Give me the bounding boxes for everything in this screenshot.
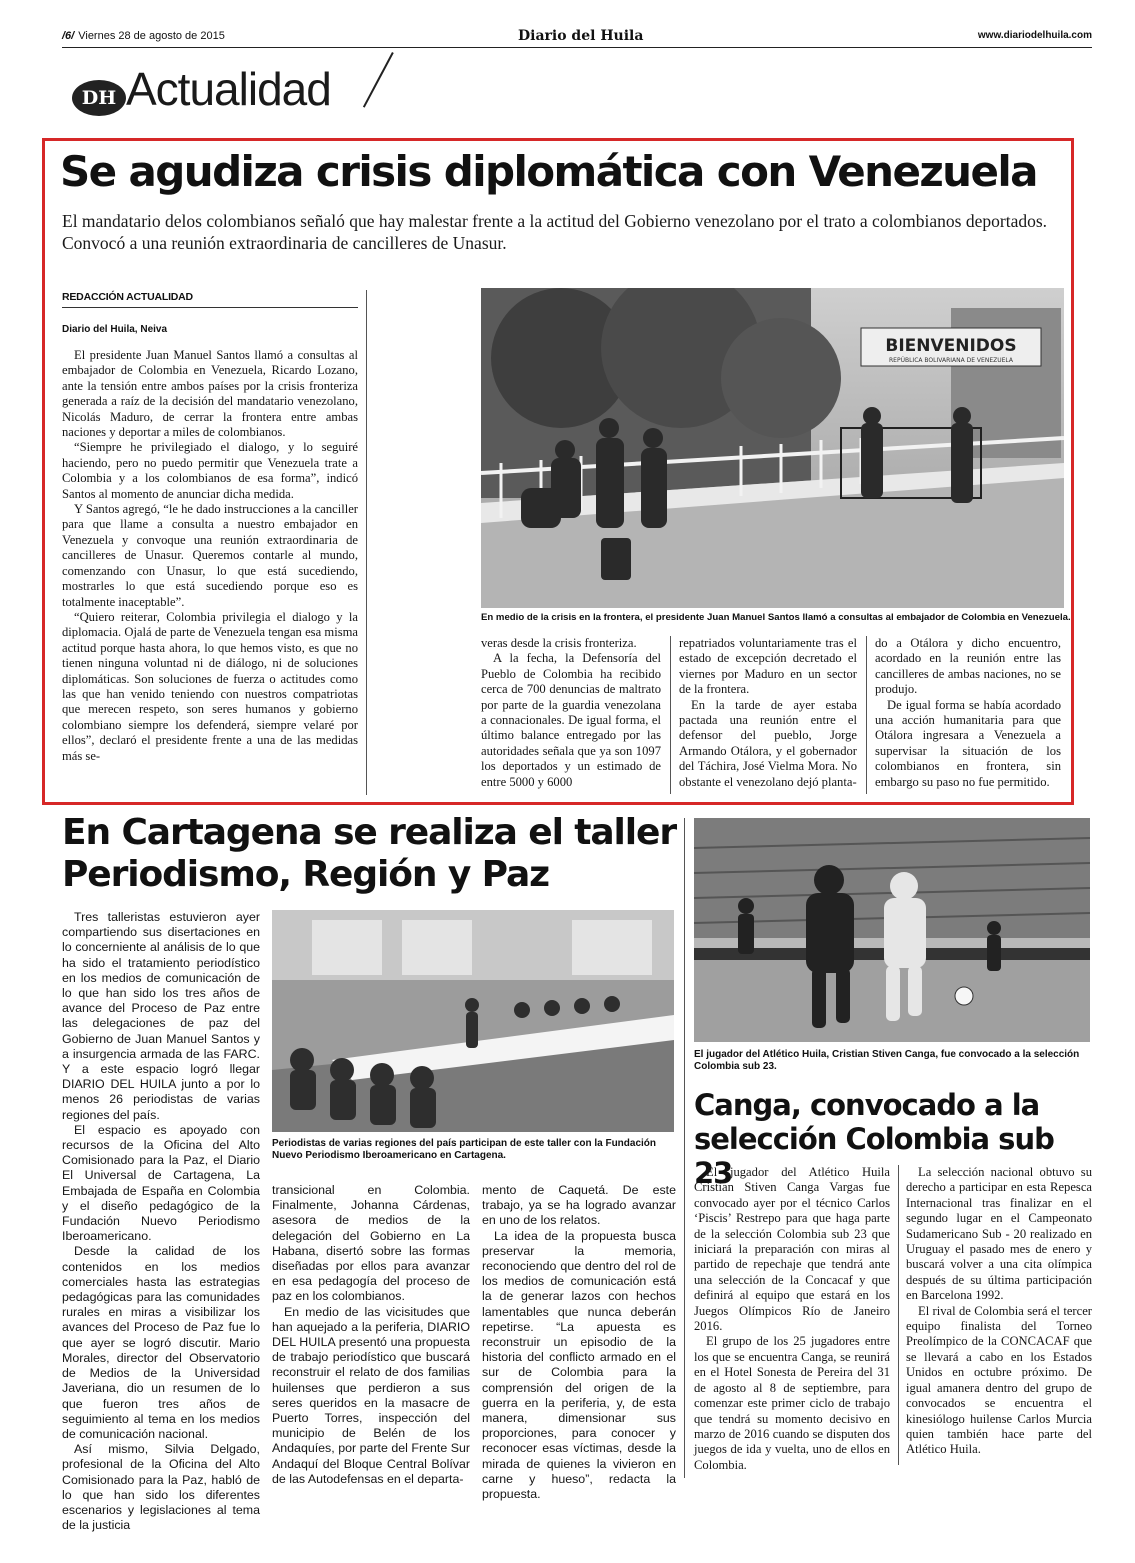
- page-info: [62, 30, 225, 42]
- story2-column-3: [482, 1183, 676, 1502]
- story1-byline: REDACCIÓN ACTUALIDAD: [62, 291, 358, 308]
- workshop-photo: [272, 910, 674, 1132]
- paragraph: Así mismo, Silvia Delgado, profesional de la Oficina del Alto Comisionado para la Paz, habló de lo que han sido los diferentes escenarios y legislaciones al tema de la justicia: [62, 1442, 260, 1533]
- story2-column-2: [272, 1183, 470, 1487]
- border-photo-illustration: [481, 288, 1064, 608]
- story1-dateline: Diario del Huila, Neiva: [62, 324, 168, 335]
- paragraph: mento de Caquetá. De este trabajo, ya se ha logrado avanzar en uno de los relatos.: [482, 1183, 676, 1228]
- paragraph: Tres talleristas estuvieron ayer compartiendo sus disertaciones en lo concerniente al análisis de lo que ha sido el tratamiento periodístico en los medios de comunicación de lo que han sido los tres años de avance del Proceso de Paz entre las delegaciones de paz del Gobierno de Juan Manuel Santos y a insurgencia armada de las FARC. Y a este espacio logró llegar DIARIO DEL HUILA junto a por lo menos 26 periodistas de varias regiones del país.: [62, 910, 260, 1122]
- website-link[interactable]: www.diariodelhuila.com: [977, 30, 1092, 41]
- story3-column-1: [694, 1165, 890, 1473]
- paragraph: La idea de la propuesta busca preservar la memoria, reconociendo que dentro del rol de los medios de comunicación está la de generar lazos con hechos lamentables que nunca deberán repetirse. “La apuesta es reconstruir un episodio de la historia del conflicto armado en el sur de Colombia para la comprensión del origen de la guerra en la periferia, y, de esta manera, dimensionar sus proporciones, para conocer y reconocer esas víctimas, desde la mirada de quienes la vivieron en carne y hueso”, redacta la propuesta.: [482, 1228, 676, 1502]
- paragraph: veras desde la crisis fronteriza.: [481, 636, 637, 650]
- story3-headline-line1: Canga, convocado a la: [694, 1088, 1040, 1122]
- story1-deck: El mandatario delos colombianos señaló que hay malestar frente a la actitud del Gobierno venezolano por el trato a colombianos deportados. Convocó a una reunión extraordinaria de cancilleres de Unasur.: [62, 211, 1048, 253]
- page-number: /6/: [62, 30, 75, 42]
- paragraph: De igual forma se había acordado una acción humanitaria para que Otálora ingresara a Venezuela a supervisar la situación de los colombianos en frontera, sin embargo su paso no fue permitido.: [875, 697, 1061, 789]
- story3-photo-caption: El jugador del Atlético Huila, Cristian Stiven Canga, fue convocado a la selección Colombia sub 23.: [694, 1049, 1080, 1072]
- paragraph: “Siempre he privilegiado el dialogo, y lo seguiré haciendo, pero no puedo permitir que Venezuela trate a Colombia y a los colombianos de esa forma”, indicó Santos al momento de anunciar dicha medida.: [62, 440, 358, 501]
- paragraph: Y Santos agregó, “le he dado instrucciones a la canciller para que llame a consulta a nuestro embajador en Venezuela y convoque una reunión extraordinaria de cancilleres de Unasur. Queremos contarle al mundo, comenzando con Unasur, lo que está sucediendo, mostrarles lo que está sucediendo porque eso es totalmente inaceptable”.: [62, 502, 358, 609]
- section-title: Actualidad: [126, 63, 331, 115]
- masthead: Diario del Huila: [518, 28, 644, 44]
- column-rule: [366, 290, 367, 795]
- paragraph: do a Otálora y dicho encuentro, acordado en la reunión entre las cancilleres de ambas naciones, no se produjo.: [875, 636, 1061, 697]
- story2-headline: [62, 812, 682, 896]
- paragraph: Desde la calidad de los contenidos en los medios comerciales hasta las estrategias pedagógicas para las comunidades rurales en miras a visibilizar los avances del Proceso de Paz fue lo que ayer se logró discutir. Mario Morales, director del Observatorio de Medios de la Universidad Javeriana, dio un resumen de lo que fueron tres años de seguimiento al tema en los medios de comunicación nacional.: [62, 1244, 260, 1441]
- story1-headline: Se agudiza crisis diplomática con Venezuela: [60, 147, 1037, 196]
- story3-headline-line2: selección Colombia sub 23: [694, 1122, 1054, 1190]
- paragraph: “Quiero reiterar, Colombia privilegia el dialogo y la diplomacia. Ojalá de parte de Venezuela tengan esa misma actitud porque hasta ahora, lo que hemos visto, es que no tienen ninguna voluntad ni de diálogo, ni de soluciones diplomáticas. Son soluciones de fuerza o actitudes como las que han venido teniendo con nuestros compatriotas que merecen respeto, son seres humanos y gobierno colombiano siempre los defenderá, siempre velaré por ellos”, declaró el presidente frente a una de las medidas más se-: [62, 609, 358, 763]
- issue-date: Viernes 28 de agosto de 2015: [78, 30, 225, 42]
- column-rule: [670, 636, 671, 794]
- paragraph: A la fecha, la Defensoría del Pueblo de Colombia ha recibido cerca de 700 denuncias de maltrato por parte de la guardia venezolana a connacionales. De igual forma, el último balance entregado por las autoridades señala que ya son 1097 los deportados y un estimado de entre 5000 y 6000: [481, 651, 661, 789]
- paragraph: En medio de las vicisitudes que han aquejado a la periferia, DIARIO DEL HUILA presentó una propuesta de trabajo periodístico que buscará reconstruir el relato de dos familias huilenses que perdieron a sus seres queridos en la masacre de Puerto Torres, inspección del municipio de Belén de los Andaquíes, por parte del Frente Sur Andaquí del Bloque Central Bolívar de las Autodefensas en el departa-: [272, 1304, 470, 1486]
- story2-column-1: [62, 910, 260, 1533]
- column-rule: [684, 818, 685, 1478]
- football-photo: [694, 818, 1090, 1042]
- story2-photo-caption: Periodistas de varias regiones del país participan de este taller con la Fundación Nuevo Periodismo Iberoamericano en Cartagena.: [272, 1138, 657, 1161]
- column-rule: [866, 636, 867, 794]
- photo-sign-subtext: REPÚBLICA BOLIVARIANA DE VENEZUELA: [889, 357, 1013, 364]
- paragraph: El grupo de los 25 jugadores entre los que se encuentra Canga, se reunirá en el Hotel Sonesta de Pereira del 31 de agosto al 8 de septiembre, para comenzar este primer ciclo de trabajo que tendrá su momento decisivo en marzo de 2016 cuando se disputen dos juegos de ida y vuelta, uno de ellos en Colombia.: [694, 1334, 890, 1472]
- paragraph: El rival de Colombia será el tercer equipo finalista del Torneo Preolímpico de la CONCACAF que se llevará a cabo en los Estados Unidos en octubre próximo. De igual amanera dentro del grupo de convocados se encuentra el kinesiólogo huilense Carlos Murcia quien también hace parte del Atlético Huila.: [906, 1303, 1092, 1457]
- paragraph: transicional en Colombia. Finalmente, Johanna Cárdenas, asesora de medios de la delegación del Gobierno en La Habana, disertó sobre las formas diseñadas por ellos para avanzar en esa pedagogía del proceso de paz en los colombianos.: [272, 1183, 470, 1304]
- page-header: [62, 30, 1092, 48]
- paragraph: El jugador del Atlético Huila Cristian Stiven Canga Vargas fue convocado ayer por el técnico Carlos ‘Piscis’ Restrepo para que haga parte de la selección Colombia sub 23 que iniciará la preparación con miras al partido de repechaje que tendrá ante una selección de la Concacaf y que definirá al equipo que estará en los Juegos Olímpicos Río de Janeiro 2016.: [694, 1165, 890, 1334]
- story1-column-1: [62, 348, 358, 764]
- paragraph: El espacio es apoyado con recursos de la Oficina del Alto Comisionado para la Paz, el Diario El Universal de Cartagena, La Embajada de España en Colombia y el diseño pedagógico de la Fundación Nuevo Periodismo Iberoamericano.: [62, 1122, 260, 1244]
- story1-photo-caption: En medio de la crisis en la frontera, el presidente Juan Manuel Santos llamó a consultas al embajador de Colombia en Venezuela.: [481, 612, 1071, 623]
- story2-headline-line1: En Cartagena se realiza el taller: [62, 812, 677, 853]
- section-header: [66, 58, 446, 118]
- paragraph: La selección nacional obtuvo su derecho a participar en esta Repesca Internacional tras finalizar en el segundo lugar en el Campeonato Sudamericano Sub - 20 realizado en Uruguay el pasado mes de enero y buscará volver a una cita olímpica después de su última participación en Barcelona 1992.: [906, 1165, 1092, 1303]
- column-rule: [898, 1165, 899, 1465]
- paragraph: El presidente Juan Manuel Santos llamó a consultas al embajador de Colombia en Venezuela, Ricardo Lozano, ante la tensión entre ambos países por la crisis fronteriza generada a raíz de la decisión del mandatario venezolano, Nicolás Maduro, de cerrar la frontera entre ambas naciones y deportar a miles de colombianos.: [62, 348, 358, 440]
- dh-logo-icon: DH: [72, 80, 126, 116]
- football-photo-illustration: [694, 818, 1090, 1042]
- paragraph: En la tarde de ayer estaba pactada una reunión entre el defensor del pueblo, Jorge Armando Otálora, y el gobernador del Táchira, José Vielma Mora. No obstante el venezolano dejó planta-: [679, 697, 857, 789]
- story2-headline-line2: Periodismo, Región y Paz: [62, 854, 550, 895]
- workshop-photo-illustration: [272, 910, 674, 1132]
- story1-column-2: [481, 636, 661, 790]
- border-crossing-photo: [481, 288, 1064, 608]
- story1-column-3: [679, 636, 857, 790]
- story3-column-2: [906, 1165, 1092, 1458]
- photo-sign-text: BIENVENIDOS: [885, 336, 1017, 356]
- story1-column-4: [875, 636, 1061, 790]
- paragraph: repatriados voluntariamente tras el estado de excepción decretado el viernes por Maduro en un sector de la frontera.: [679, 636, 857, 697]
